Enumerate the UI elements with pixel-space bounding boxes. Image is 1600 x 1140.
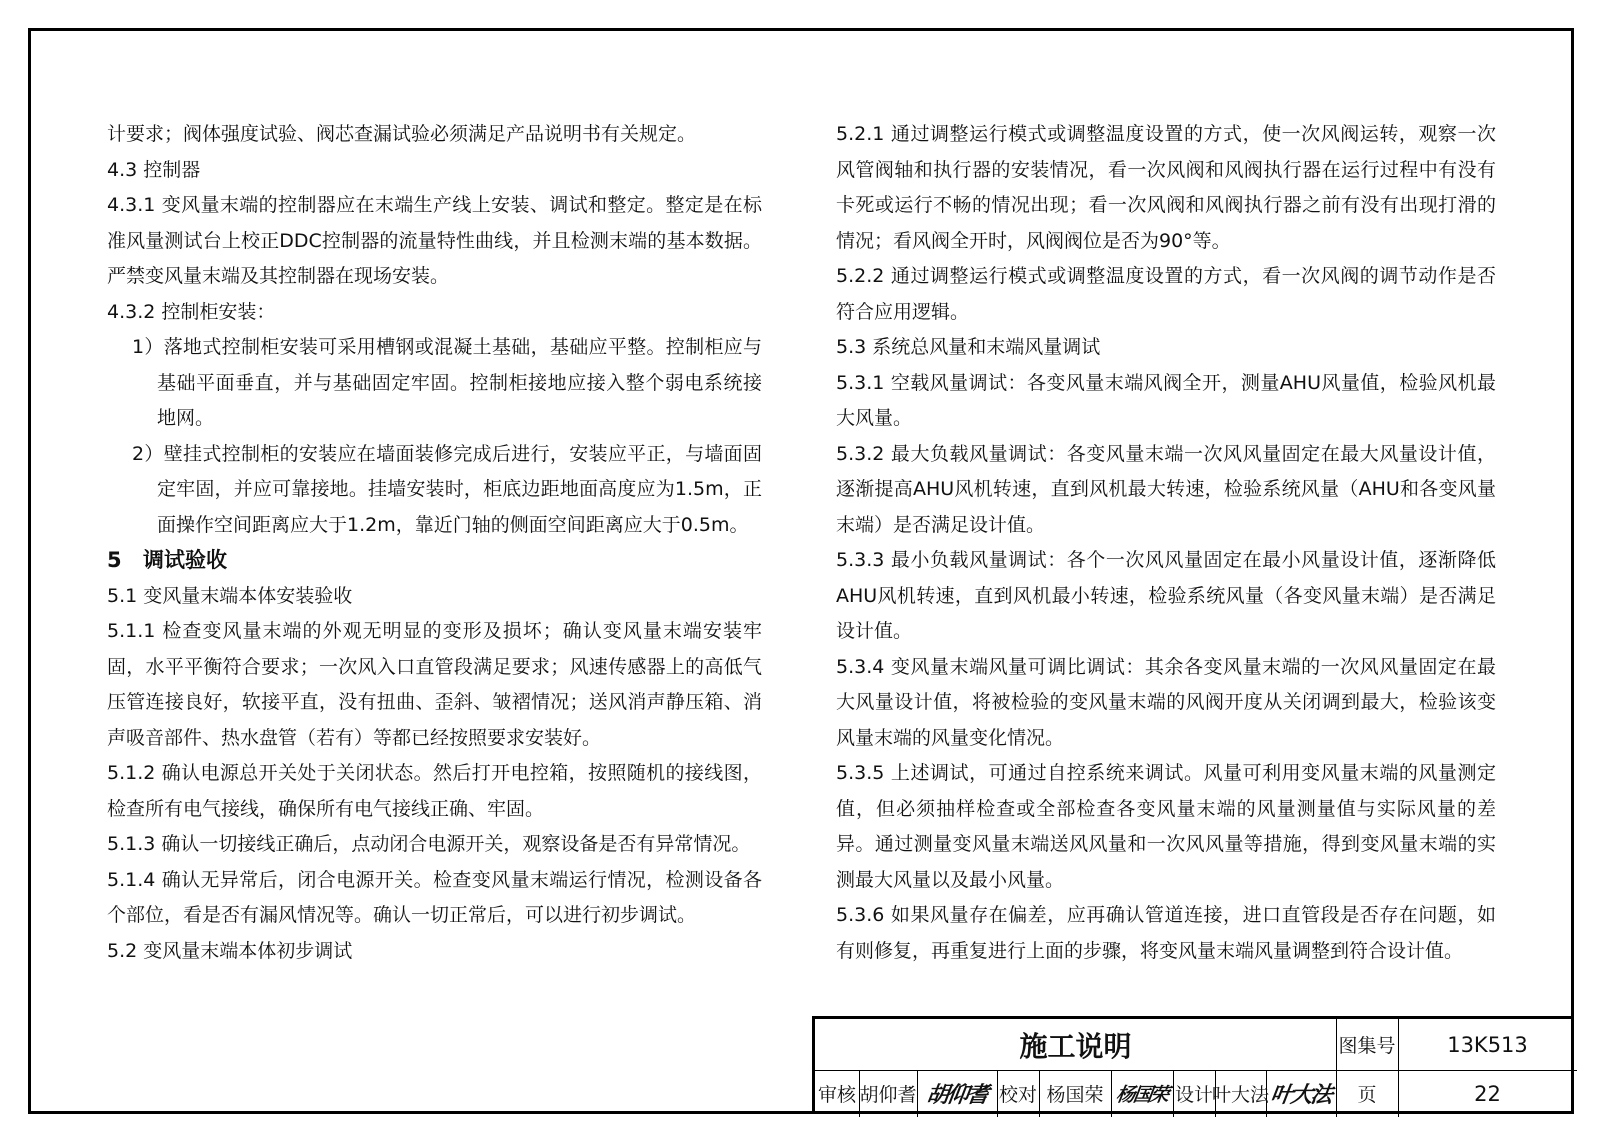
design-label: 设计	[1174, 1084, 1213, 1106]
paragraph: 5.2 变风量末端本体初步调试	[107, 939, 353, 962]
section-number: 5	[107, 548, 122, 572]
paragraph: 5.2.1 通过调整运行模式或调整温度设置的方式，使一次风阀运转，观察一次风管阀轴和执行器的安装情况，看一次风阀和风阀执行器在运行过程中有没有卡死或运行不畅的情况出现；看一次风阀和风阀执行器之前有没有出现打滑的情况；看风阀全开时，风阀阀位是否为90°等。	[836, 123, 1496, 252]
atlas-number: 13K513	[1447, 1032, 1528, 1057]
left-text-column	[107, 117, 762, 969]
paragraph: 计要求；阀体强度试验、阀芯查漏试验必须满足产品说明书有关规定。	[107, 123, 697, 145]
section-heading	[107, 543, 762, 579]
paragraph: 5.2.2 通过调整运行模式或调整温度设置的方式，看一次风阀的调节动作是否符合应用逻辑。	[836, 265, 1496, 323]
page-number: 22	[1474, 1081, 1501, 1106]
paragraph: 4.3.2 控制柜安装：	[107, 300, 276, 323]
title-block	[812, 1016, 1574, 1114]
page-label: 页	[1357, 1084, 1377, 1106]
checker-signature: 杨国荣	[1114, 1084, 1169, 1106]
section-title: 调试验收	[143, 548, 227, 572]
checker-name: 杨国荣	[1046, 1084, 1104, 1106]
reviewer-name: 胡仰耆	[859, 1084, 917, 1106]
paragraph: 4.3.1 变风量末端的控制器应在末端生产线上安装、调试和整定。整定是在标准风量测试台上校正DDC控制器的流量特性曲线，并且检测末端的基本数据。严禁变风量末端及其控制器在现场安装。	[107, 194, 762, 287]
check-label: 校对	[998, 1084, 1037, 1106]
paragraph: 5.1.3 确认一切接线正确后，点动闭合电源开关，观察设备是否有异常情况。	[107, 833, 751, 855]
list-item: 2）壁挂式控制柜的安装应在墙面装修完成后进行，安装应平正，与墙面固定牢固，并应可靠接地。挂墙安装时，柜底边距地面高度应为1.5m，正面操作空间距离应大于1.2m，靠近门轴的侧面空间距离应大于0.5m。	[132, 442, 762, 536]
review-label: 审核	[817, 1084, 856, 1106]
list-item: 1）落地式控制柜安装可采用槽钢或混凝土基础，基础应平整。控制柜应与基础平面垂直，并与基础固定牢固。控制柜接地应接入整个弱电系统接地网。	[132, 336, 762, 429]
right-text-column	[836, 117, 1496, 969]
paragraph: 5.3.4 变风量末端风量可调比调试：其余各变风量末端的一次风风量固定在最大风量设计值，将被检验的变风量末端的风阀开度从关闭调到最大，检验该变风量末端的风量变化情况。	[836, 655, 1496, 749]
paragraph: 5.3.6 如果风量存在偏差，应再确认管道连接，进口直管段是否存在问题，如有则修复，再重复进行上面的步骤，将变风量末端风量调整到符合设计值。	[836, 904, 1496, 962]
designer-signature: 叶大法	[1268, 1082, 1333, 1108]
paragraph: 5.3.1 空载风量调试：各变风量末端风阀全开，测量AHU风量值，检验风机最大风量。	[836, 371, 1496, 429]
reviewer-signature: 胡仰耆	[924, 1082, 989, 1108]
paragraph: 5.3.3 最小负载风量调试：各个一次风风量固定在最小风量设计值，逐渐降低AHU风机转速，直到风机最小转速，检验系统风量（各变风量末端）是否满足设计值。	[836, 549, 1496, 642]
paragraph: 5.3.2 最大负载风量调试：各变风量末端一次风风量固定在最大风量设计值，逐渐提高AHU风机转速，直到风机最大转速，检验系统风量（AHU和各变风量末端）是否满足设计值。	[836, 442, 1496, 536]
paragraph: 5.1.2 确认电源总开关处于关闭状态。然后打开电控箱，按照随机的接线图，检查所有电气接线，确保所有电气接线正确、牢固。	[107, 762, 762, 820]
paragraph: 5.3 系统总风量和末端风量调试	[836, 336, 1101, 358]
paragraph: 5.1.4 确认无异常后，闭合电源开关。检查变风量末端运行情况，检测设备各个部位，看是否有漏风情况等。确认一切正常后，可以进行初步调试。	[107, 868, 762, 926]
drawing-title: 施工说明	[1019, 1029, 1132, 1063]
paragraph: 5.1.1 检查变风量末端的外观无明显的变形及损坏；确认变风量末端安装牢固，水平平衡符合要求；一次风入口直管段满足要求；风速传感器上的高低气压管连接良好，软接平直，没有扭曲、歪斜、皱褶情况；送风消声静压箱、消声吸音部件、热水盘管（若有）等都已经按照要求安装好。	[107, 620, 762, 749]
designer-name: 叶大法	[1212, 1084, 1270, 1106]
paragraph: 4.3 控制器	[107, 158, 201, 181]
atlas-label: 图集号	[1338, 1035, 1396, 1057]
paragraph: 5.3.5 上述调试，可通过自控系统来调试。风量可利用变风量末端的风量测定值，但必须抽样检查或全部检查各变风量末端的风量测量值与实际风量的差异。通过测量变风量末端送风风量和一次风风量等措施，得到变风量末端的实测最大风量以及最小风量。	[836, 762, 1496, 891]
paragraph: 5.1 变风量末端本体安装验收	[107, 584, 353, 607]
